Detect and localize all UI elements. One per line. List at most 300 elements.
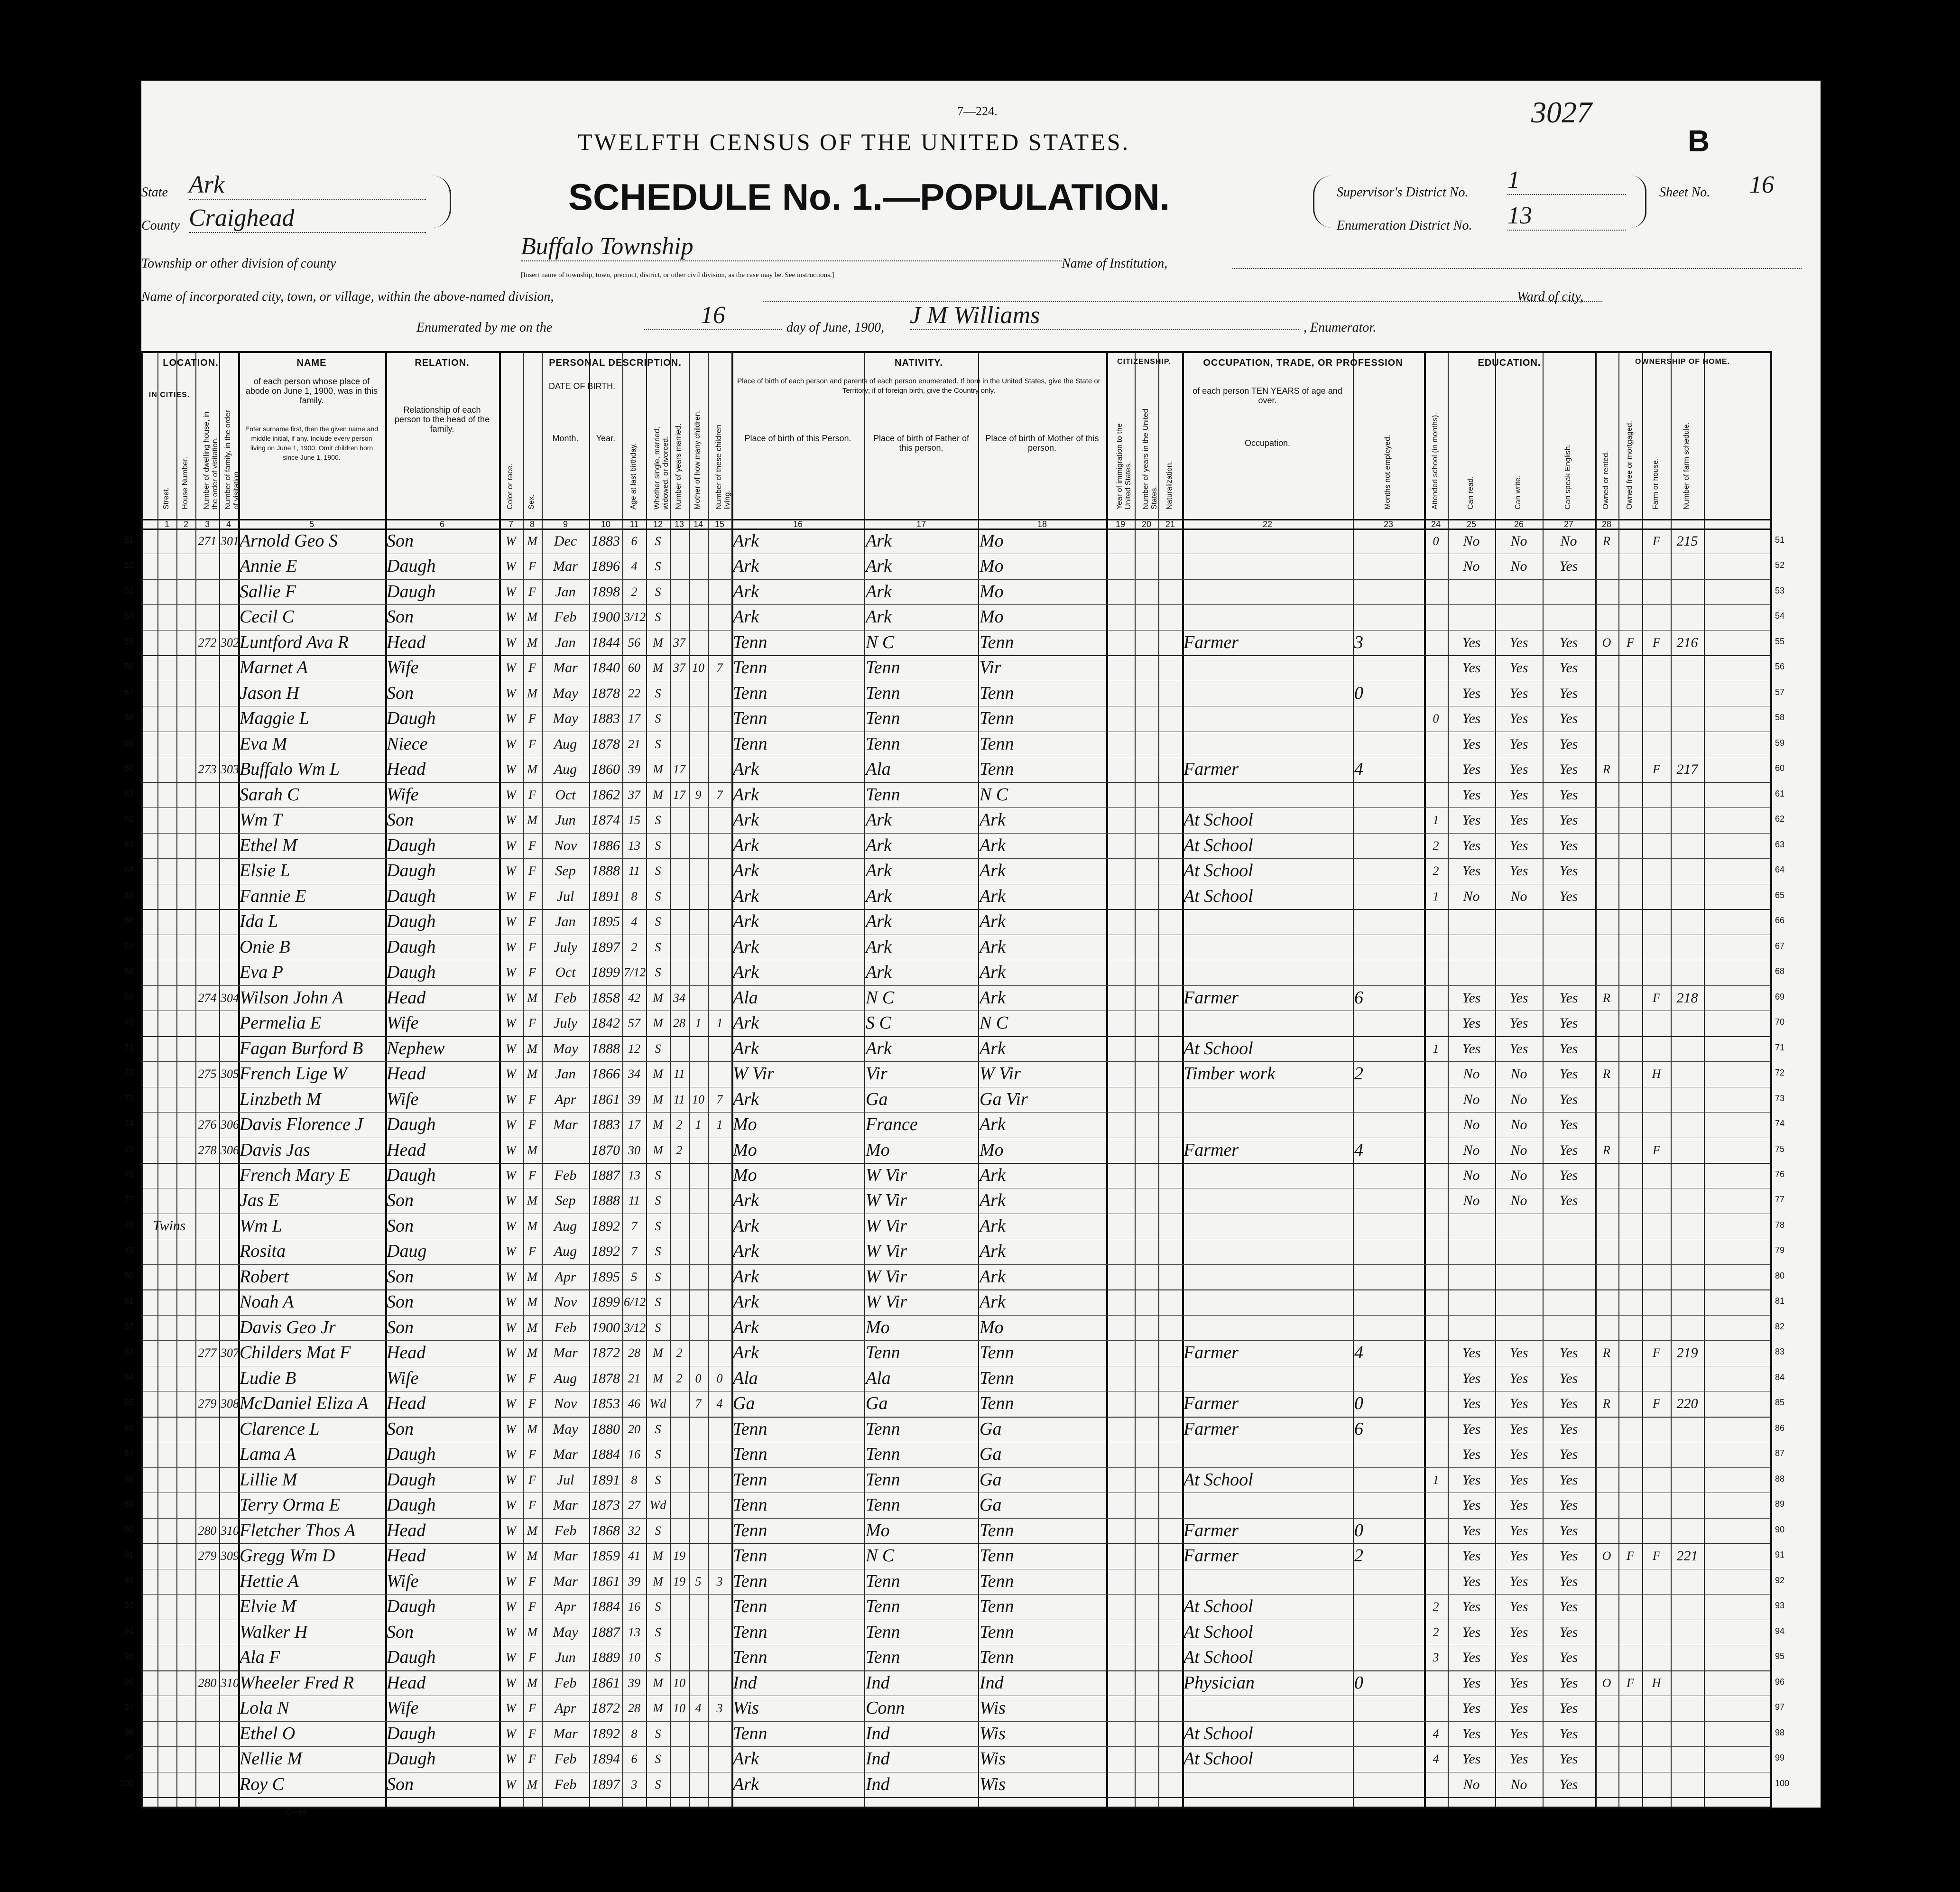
cell-rel: Son xyxy=(387,683,414,703)
column-number: 7 xyxy=(508,519,513,529)
cell-e: Yes xyxy=(1559,1497,1578,1513)
cell-rel: Daugh xyxy=(387,1114,436,1135)
cell-pob: Ark xyxy=(733,1343,759,1363)
row-number-left: 92 xyxy=(124,1575,134,1585)
cell-fs: 221 xyxy=(1676,1548,1698,1564)
cell-name: Ida L xyxy=(240,911,278,932)
cell-sch: 1 xyxy=(1433,813,1439,827)
row-number-left: 73 xyxy=(124,1093,134,1103)
cell-age: 8 xyxy=(631,1473,638,1487)
group-education: EDUCATION. xyxy=(1478,358,1541,368)
cell-sch: 1 xyxy=(1433,889,1439,903)
row-number-left: 71 xyxy=(124,1042,134,1052)
column-number: 10 xyxy=(601,519,611,529)
cell-ym: 37 xyxy=(673,661,685,675)
header-mother-of: Mother of how many children. xyxy=(693,410,702,510)
cell-sch: 2 xyxy=(1433,838,1439,853)
cell-sch: 2 xyxy=(1433,1625,1439,1639)
cell-year: 1895 xyxy=(592,914,620,930)
cell-own: O xyxy=(1602,635,1611,649)
cell-mar: S xyxy=(655,1244,661,1259)
cell-sex: F xyxy=(528,1371,536,1385)
cell-month: Aug xyxy=(554,761,577,778)
row-divider xyxy=(143,1467,1770,1468)
cell-color: W xyxy=(506,762,516,777)
row-number-left: 58 xyxy=(124,713,134,723)
cell-name: Elvie M xyxy=(240,1596,296,1617)
cell-age: 4 xyxy=(631,559,638,574)
cell-sex: F xyxy=(528,788,536,802)
cell-color: W xyxy=(506,534,516,548)
cell-sex: F xyxy=(528,661,536,675)
cell-sex: F xyxy=(528,1574,536,1588)
cell-mar: S xyxy=(655,813,661,827)
sheet-letter: B xyxy=(1688,124,1710,158)
group-name: NAME xyxy=(296,358,327,368)
cell-year: 1895 xyxy=(592,1269,620,1285)
cell-mar: S xyxy=(655,1194,661,1208)
state-value: Ark xyxy=(189,171,426,200)
row-number-left: 55 xyxy=(124,636,134,646)
cell-occ: Farmer xyxy=(1183,987,1239,1008)
cell-liv: 1 xyxy=(716,1118,723,1132)
row-divider xyxy=(143,1061,1770,1062)
cell-e: Yes xyxy=(1559,660,1578,676)
cell-color: W xyxy=(506,737,516,751)
cell-pob: Ark xyxy=(733,1215,759,1236)
cell-w: Yes xyxy=(1509,634,1528,650)
cell-color: W xyxy=(506,889,516,903)
cell-occ: Farmer xyxy=(1183,1343,1239,1363)
cell-r: Yes xyxy=(1462,812,1481,828)
cell-w: Yes xyxy=(1509,1573,1528,1589)
header-pob-person: Place of birth of this Person. xyxy=(744,434,851,443)
row-number-right: 71 xyxy=(1775,1042,1785,1052)
cell-age: 8 xyxy=(631,889,638,903)
cell-month: May xyxy=(553,1624,578,1640)
cell-pobm: Ind xyxy=(980,1672,1004,1693)
cell-mar: S xyxy=(655,864,661,878)
column-divider xyxy=(1135,353,1136,1807)
sheet-value: 16 xyxy=(1749,171,1774,198)
cell-month: Sep xyxy=(555,863,576,879)
cell-month: Oct xyxy=(555,965,576,981)
row-number-right: 56 xyxy=(1775,662,1785,672)
header-bracket-right xyxy=(1313,176,1333,228)
cell-sex: M xyxy=(527,1219,537,1233)
cell-year: 1897 xyxy=(592,939,620,955)
header-owned-rented: Owned or rented. xyxy=(1602,451,1610,510)
cell-color: W xyxy=(506,1371,516,1385)
cell-color: W xyxy=(506,1346,516,1360)
header-house-number: House Number. xyxy=(181,456,189,510)
cell-color: W xyxy=(506,584,516,599)
cell-mar: S xyxy=(655,1651,661,1665)
cell-r: No xyxy=(1463,1091,1480,1107)
cell-fh: H xyxy=(1652,1676,1661,1690)
cell-pob: Tenn xyxy=(733,1469,767,1490)
cell-name: Rosita xyxy=(240,1241,286,1261)
cell-pob: Mo xyxy=(733,1114,757,1135)
row-number-right: 93 xyxy=(1775,1601,1785,1611)
column-divider xyxy=(1671,353,1672,1807)
cell-dw: 274 xyxy=(198,991,217,1005)
cell-e: Yes xyxy=(1559,1040,1578,1057)
row-number-left: 83 xyxy=(124,1347,134,1357)
cell-occ: At School xyxy=(1183,1622,1253,1642)
cell-age: 12 xyxy=(628,1041,640,1056)
row-number-left: 77 xyxy=(124,1195,134,1205)
cell-color: W xyxy=(506,610,516,624)
cell-age: 39 xyxy=(628,1092,640,1106)
cell-fs: 218 xyxy=(1676,990,1698,1006)
row-number-right: 70 xyxy=(1775,1017,1785,1027)
cell-color: W xyxy=(506,1067,516,1081)
cell-pob: Ark xyxy=(733,861,759,881)
column-number: 27 xyxy=(1563,519,1574,529)
cell-age: 28 xyxy=(628,1346,640,1360)
cell-age: 32 xyxy=(628,1523,640,1538)
row-number-right: 64 xyxy=(1775,865,1785,875)
row-divider xyxy=(143,807,1770,808)
column-number: 6 xyxy=(439,519,444,529)
cell-color: W xyxy=(506,915,516,929)
cell-age: 13 xyxy=(628,1169,640,1182)
cell-pob: Ark xyxy=(733,962,759,983)
cell-occ: Farmer xyxy=(1183,1140,1239,1160)
cell-ym: 11 xyxy=(673,1067,685,1081)
cell-mar: S xyxy=(655,1219,661,1233)
header-age: Age at last birthday. xyxy=(629,443,638,510)
cell-color: W xyxy=(506,1270,516,1284)
cell-pobf: Ga xyxy=(866,1393,888,1414)
cell-age: 34 xyxy=(628,1067,640,1081)
cell-year: 1883 xyxy=(592,1117,620,1133)
row-number-left: 52 xyxy=(124,560,134,570)
cell-r: No xyxy=(1463,1066,1480,1082)
cell-rel: Wife xyxy=(387,1698,419,1718)
cell-month: Mar xyxy=(553,1345,578,1361)
cell-fs: 220 xyxy=(1676,1396,1698,1412)
row-number-left: 85 xyxy=(124,1398,134,1408)
cell-r: Yes xyxy=(1462,1040,1481,1057)
cell-rel: Son xyxy=(387,1317,414,1337)
cell-occ: At School xyxy=(1183,1647,1253,1668)
cell-fam: 302 xyxy=(221,635,239,649)
column-number: 12 xyxy=(653,519,663,529)
row-number-right: 55 xyxy=(1775,636,1785,646)
cell-rel: Head xyxy=(387,1343,426,1363)
cell-sex: F xyxy=(528,1447,536,1462)
cell-sch: 2 xyxy=(1433,864,1439,878)
cell-color: W xyxy=(506,559,516,574)
cell-mar: S xyxy=(655,1447,661,1462)
row-number-left: 82 xyxy=(124,1321,134,1331)
state-label: State xyxy=(141,185,168,200)
cell-pobf: Ark xyxy=(866,581,892,602)
cell-ym: 10 xyxy=(673,1701,685,1716)
cell-year: 1860 xyxy=(592,761,620,778)
cell-year: 1891 xyxy=(592,888,620,904)
row-number-right: 68 xyxy=(1775,966,1785,976)
cell-age: 56 xyxy=(628,635,640,649)
cell-month: Jan xyxy=(555,1066,576,1082)
cell-color: W xyxy=(506,965,516,980)
cell-year: 1886 xyxy=(592,837,620,853)
cell-own: O xyxy=(1602,1676,1611,1690)
cell-r: Yes xyxy=(1462,1396,1481,1412)
cell-color: W xyxy=(506,1549,516,1563)
cell-dw: 280 xyxy=(198,1523,217,1538)
cell-pobf: Ark xyxy=(866,556,892,576)
cell-pob: Tenn xyxy=(733,1571,767,1591)
row-number-left: 66 xyxy=(124,916,134,926)
cell-sex: M xyxy=(527,1295,537,1309)
cell-e: Yes xyxy=(1559,1421,1578,1437)
cell-sex: F xyxy=(528,1752,536,1766)
cell-sex: F xyxy=(528,1244,536,1259)
cell-sex: M xyxy=(527,1549,537,1563)
cell-rel: Son xyxy=(387,1266,414,1287)
cell-mu: 3 xyxy=(1354,632,1363,652)
cell-month: Feb xyxy=(554,1751,577,1767)
cell-sex: M xyxy=(527,1320,537,1335)
cell-mar: S xyxy=(655,1422,661,1436)
column-number: 25 xyxy=(1466,519,1477,529)
cell-mar: S xyxy=(655,1320,661,1335)
row-number-left: 88 xyxy=(124,1474,134,1484)
cell-year: 1859 xyxy=(592,1548,620,1564)
row-number-right: 100 xyxy=(1775,1778,1790,1788)
column-divider xyxy=(708,353,709,1807)
cell-color: W xyxy=(506,1169,516,1182)
cell-pob: Tenn xyxy=(733,1495,767,1515)
cell-fh: F xyxy=(1653,1346,1660,1360)
cell-occ: Farmer xyxy=(1183,759,1239,779)
cell-liv: 3 xyxy=(716,1701,723,1716)
header-name-note: Enter surname first, then the given name and middle initial, if any. Include every person living on June 1, 1900. Omit children born since June 1, 1900. xyxy=(245,425,379,461)
column-divider xyxy=(864,353,865,1807)
cell-year: 1887 xyxy=(592,1168,620,1183)
cell-age: 60 xyxy=(628,661,640,675)
cell-w: Yes xyxy=(1509,1599,1528,1615)
cell-year: 1880 xyxy=(592,1421,620,1437)
row-divider xyxy=(143,858,1770,859)
row-number-left: 98 xyxy=(124,1727,134,1737)
cell-age: 16 xyxy=(628,1447,640,1462)
cell-year: 1878 xyxy=(592,1370,620,1386)
cell-pobf: Tenn xyxy=(866,1647,900,1668)
cell-mu: 2 xyxy=(1354,1064,1363,1084)
cell-age: 21 xyxy=(628,737,640,751)
cell-month: Mar xyxy=(553,1447,578,1463)
cell-pob: Ark xyxy=(733,1266,759,1287)
cell-ym: 19 xyxy=(673,1574,685,1588)
cell-r: Yes xyxy=(1462,1345,1481,1361)
cell-r: Yes xyxy=(1462,634,1481,650)
cell-e: Yes xyxy=(1559,1091,1578,1107)
cell-name: Elsie L xyxy=(240,861,290,881)
cell-sex: F xyxy=(528,1016,536,1030)
cell-rel: Wife xyxy=(387,1571,419,1591)
cell-name: Eva P xyxy=(240,962,283,983)
cell-month: Apr xyxy=(555,1700,576,1716)
cell-pobf: Mo xyxy=(866,1140,890,1160)
cell-pobm: Tenn xyxy=(980,1343,1014,1363)
cell-month: July xyxy=(554,939,577,955)
cell-color: W xyxy=(506,1016,516,1030)
column-number: 2 xyxy=(183,519,188,529)
cell-year: 1884 xyxy=(592,1599,620,1615)
cell-month: Feb xyxy=(554,609,577,625)
cell-mar: M xyxy=(653,661,663,675)
header-attended-school: Attended school (in months). xyxy=(1431,413,1439,510)
row-number-left: 96 xyxy=(124,1677,134,1687)
row-divider xyxy=(143,1340,1770,1341)
header-can-speak: Can speak English. xyxy=(1564,444,1572,510)
cell-r: Yes xyxy=(1462,1497,1481,1513)
cell-mar: M xyxy=(653,991,663,1005)
cell-moth: 7 xyxy=(695,1397,702,1411)
cell-pobm: Wis xyxy=(980,1749,1006,1769)
cell-month: Aug xyxy=(554,1218,577,1234)
row-number-left: 51 xyxy=(124,535,134,545)
cell-pob: W Vir xyxy=(733,1064,774,1084)
cell-pobm: Vir xyxy=(980,658,1001,678)
cell-pobm: Tenn xyxy=(980,1647,1014,1668)
enumerated-prefix: Enumerated by me on the xyxy=(416,320,553,335)
cell-mar: S xyxy=(655,610,661,624)
institution-label: Name of Institution, xyxy=(1062,256,1168,271)
cell-month: Jan xyxy=(555,584,576,600)
cell-pobm: Tenn xyxy=(980,1393,1014,1414)
row-number-right: 75 xyxy=(1775,1144,1785,1154)
cell-name: Nellie M xyxy=(240,1749,302,1769)
cell-pobm: Ga xyxy=(980,1495,1002,1515)
column-divider xyxy=(622,353,623,1807)
header-farm-schedule: Number of farm schedule. xyxy=(1683,422,1691,510)
cell-pobm: Ark xyxy=(980,937,1006,957)
cell-year: 1872 xyxy=(592,1700,620,1716)
cell-r: No xyxy=(1463,1142,1480,1158)
cell-mar: S xyxy=(655,1523,661,1538)
cell-sex: M xyxy=(527,1625,537,1639)
cell-rel: Head xyxy=(387,1064,426,1084)
cell-month: July xyxy=(554,1015,577,1031)
cell-pobm: Ark xyxy=(980,987,1006,1008)
column-number: 18 xyxy=(1037,519,1047,529)
cell-pobf: Tenn xyxy=(866,708,900,729)
cell-pobf: Ark xyxy=(866,911,892,932)
column-divider xyxy=(176,353,177,1807)
cell-color: W xyxy=(506,1447,516,1462)
header-relation-desc: Relationship of each person to the head of the family. xyxy=(394,405,490,434)
cell-month: Mar xyxy=(553,1548,578,1564)
group-in-cities: IN CITIES. xyxy=(148,391,190,399)
cell-color: W xyxy=(506,1752,516,1766)
cell-pobf: W Vir xyxy=(866,1215,907,1236)
cell-r: Yes xyxy=(1462,736,1481,752)
cell-mar: S xyxy=(655,534,661,548)
cell-pob: Ark xyxy=(733,835,759,855)
cell-pobf: W Vir xyxy=(866,1241,907,1261)
cell-mu: 4 xyxy=(1354,759,1363,779)
row-number-left: 78 xyxy=(124,1220,134,1230)
header-family: Number of family, in the order of visitation. xyxy=(224,410,240,510)
row-number-right: 98 xyxy=(1775,1727,1785,1737)
cell-rel: Head xyxy=(387,1140,426,1160)
cell-age: 6 xyxy=(631,1752,638,1766)
cell-name: Jason H xyxy=(240,683,299,703)
cell-pob: Ark xyxy=(733,1774,759,1794)
cell-occ: At School xyxy=(1183,810,1253,830)
cell-month: Mar xyxy=(553,1497,578,1513)
cell-pob: Ark xyxy=(733,1317,759,1337)
cell-age: 13 xyxy=(628,838,640,853)
cell-year: 1862 xyxy=(592,787,620,803)
cell-pob: Ark xyxy=(733,556,759,576)
cell-age: 16 xyxy=(628,1600,640,1614)
cell-w: Yes xyxy=(1509,787,1528,803)
cell-month: Jul xyxy=(556,888,574,904)
cell-color: W xyxy=(506,991,516,1005)
cell-month: Feb xyxy=(554,1319,577,1336)
cell-name: Linzbeth M xyxy=(240,1089,322,1109)
cell-age: 57 xyxy=(628,1016,640,1030)
cell-name: Fletcher Thos A xyxy=(240,1520,356,1540)
cell-name: Cecil C xyxy=(240,607,295,627)
cell-pobf: Tenn xyxy=(866,1444,900,1465)
cell-name: Ludie B xyxy=(240,1368,296,1388)
cell-month: Nov xyxy=(554,1396,577,1412)
cell-year: 1873 xyxy=(592,1497,620,1513)
cell-pobf: Tenn xyxy=(866,1596,900,1617)
row-number-right: 85 xyxy=(1775,1398,1785,1408)
cell-name: Ethel O xyxy=(240,1723,296,1744)
cell-pobf: Ind xyxy=(866,1723,890,1744)
cell-r: Yes xyxy=(1462,1599,1481,1615)
cell-mu: 4 xyxy=(1354,1343,1363,1363)
cell-year: 1866 xyxy=(592,1066,620,1082)
cell-year: 1894 xyxy=(592,1751,620,1767)
cell-pobf: Ark xyxy=(866,937,892,957)
cell-occ: At School xyxy=(1183,1038,1253,1058)
row-number-left: 89 xyxy=(124,1499,134,1509)
cell-year: 1878 xyxy=(592,685,620,701)
cell-pobf: Tenn xyxy=(866,1343,900,1363)
cell-pobf: S C xyxy=(866,1013,891,1033)
cell-r: Yes xyxy=(1462,711,1481,727)
row-number-right: 78 xyxy=(1775,1220,1785,1230)
row-number-left: 61 xyxy=(124,788,134,798)
cell-sex: M xyxy=(527,686,537,700)
cell-pobf: Mo xyxy=(866,1317,890,1337)
cell-age: 6 xyxy=(631,534,638,548)
cell-year: 1896 xyxy=(592,558,620,575)
group-ownership: OWNERSHIP OF HOME. xyxy=(1635,358,1730,366)
cell-e: Yes xyxy=(1559,634,1578,650)
cell-color: W xyxy=(506,1473,516,1487)
cell-fh: F xyxy=(1653,991,1660,1005)
cell-pobf: W Vir xyxy=(866,1292,907,1312)
cell-w: Yes xyxy=(1509,812,1528,828)
cell-ym: 2 xyxy=(676,1346,683,1360)
row-divider xyxy=(143,604,1770,605)
cell-pob: Mo xyxy=(733,1165,757,1185)
cell-e: Yes xyxy=(1559,863,1578,879)
cell-moth: 5 xyxy=(695,1574,702,1588)
column-number: 26 xyxy=(1514,519,1524,529)
